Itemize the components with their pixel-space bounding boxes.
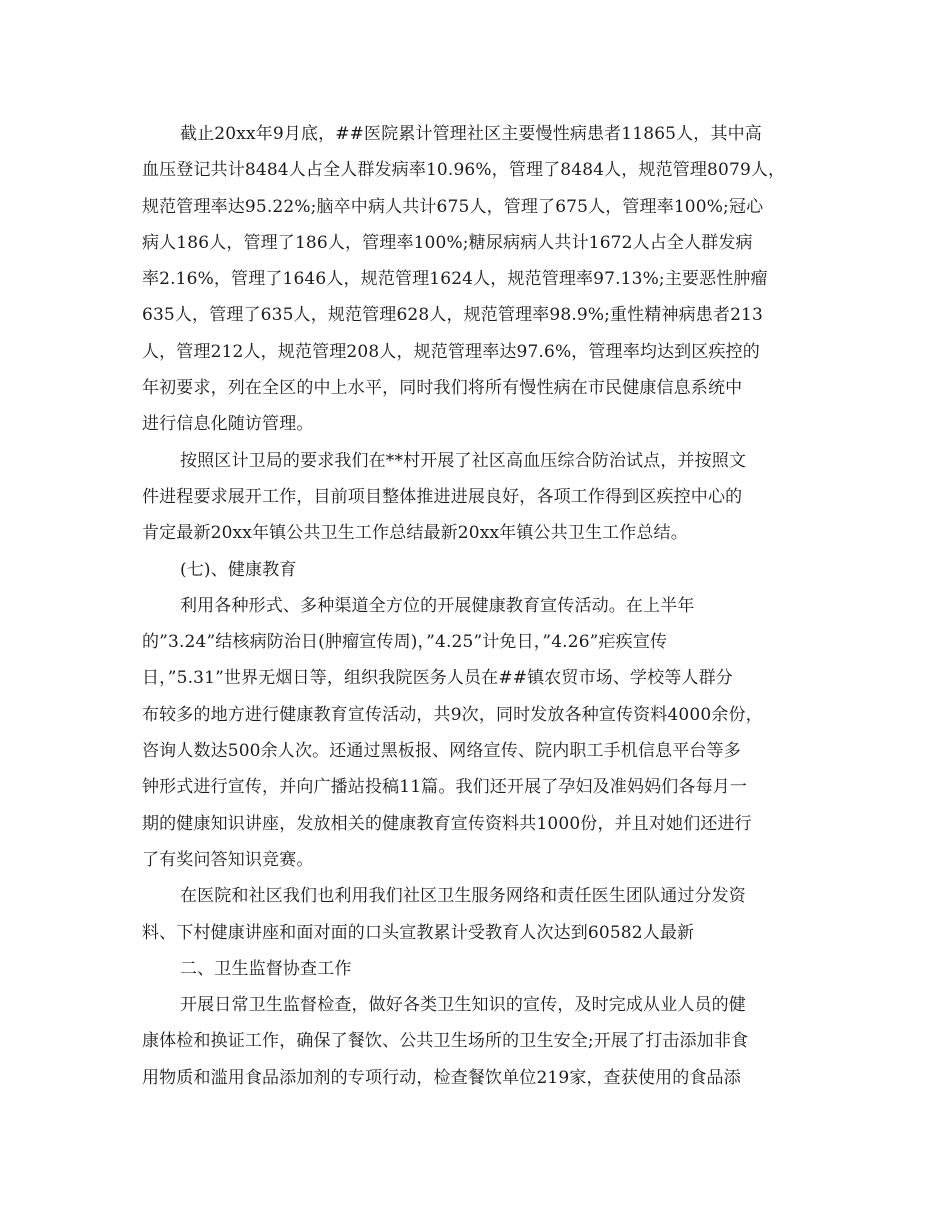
document-body — [142, 116, 814, 1096]
text-line: 利用各种形式、多种渠道全方位的开展健康教育宣传活动。在上半年 — [180, 595, 695, 616]
text-line: 开展日常卫生监督检查，做好各类卫生知识的宣传，及时完成从业人员的健 — [180, 995, 746, 1016]
text-line: 咨询人数达500余人次。还通过黑板报、网络宣传、院内职工手机信息平台等多 — [142, 741, 741, 762]
text-line: 截止20xx年9月底，##医院累计管理社区主要慢性病患者11865人，其中高 — [180, 124, 762, 144]
text-line: 了有奖问答知识竞赛。 — [142, 849, 314, 870]
text-line: 率2.16%，管理了1646人，规范管理1624人，规范管理率97.13%;主要恶性肿瘤 — [142, 269, 768, 290]
text-line: 件进程要求展开工作，目前项目整体推进进展良好，各项工作得到区疾控中心的 — [142, 486, 743, 507]
text-line: 人，管理212人，规范管理208人，规范管理率达97.6%，管理率均达到区疾控的 — [142, 341, 760, 362]
section-heading: 二、卫生监督协查工作 — [180, 958, 352, 979]
text-line: 日，”5.31”世界无烟日等，组织我院医务人员在##镇农贸市场、学校等人群分 — [142, 668, 733, 689]
text-line: 进行信息化随访管理。 — [142, 414, 314, 435]
text-line: 康体检和换证工作，确保了餐饮、公共卫生场所的卫生安全;开展了打击添加非食 — [142, 1031, 749, 1052]
text-line: 年初要求，列在全区的中上水平，同时我们将所有慢性病在市民健康信息系统中 — [142, 378, 743, 399]
text-line: 料、下村健康讲座和面对面的口头宣教累计受教育人次达到60582人最新 — [142, 922, 695, 943]
text-line: 血压登记共计8484人占全人群发病率10.96%，管理了8484人，规范管理8079人， — [142, 160, 786, 181]
section-heading: (七)、健康教育 — [180, 559, 297, 580]
text-line: 规范管理率达95.22%;脑卒中病人共计675人，管理了675人，管理率100%;冠心 — [142, 196, 764, 217]
text-line: 按照区计卫局的要求我们在**村开展了社区高血压综合防治试点，并按照文 — [180, 450, 747, 471]
text-line: 病人186人，管理了186人，管理率100%;糖尿病病人共计1672人占全人群发病 — [142, 232, 753, 253]
text-line: 期的健康知识讲座，发放相关的健康教育宣传资料共1000份，并且对她们还进行 — [142, 813, 752, 834]
text-line: 肯定最新20xx年镇公共卫生工作总结最新20xx年镇公共卫生工作总结。 — [142, 523, 688, 544]
text-line: 的”3.24”结核病防治日(肿瘤宣传周)，”4.25”计免日，”4.26”疟疾宣传 — [142, 632, 668, 653]
text-line: 布较多的地方进行健康教育宣传活动，共9次，同时发放各种宣传资料4000余份， — [142, 704, 763, 725]
text-line: 在医院和社区我们也利用我们社区卫生服务网络和责任医生团队通过分发资 — [180, 886, 746, 907]
text-line: 钟形式进行宣传，并向广播站投稿11篇。我们还开展了孕妇及准妈妈们各每月一 — [142, 777, 748, 798]
text-line: 用物质和滥用食品添加剂的专项行动，检查餐饮单位219家，查获使用的食品添 — [142, 1067, 741, 1088]
text-line: 635人，管理了635人，规范管理628人，规范管理率98.9%;重性精神病患者213 — [142, 305, 763, 326]
